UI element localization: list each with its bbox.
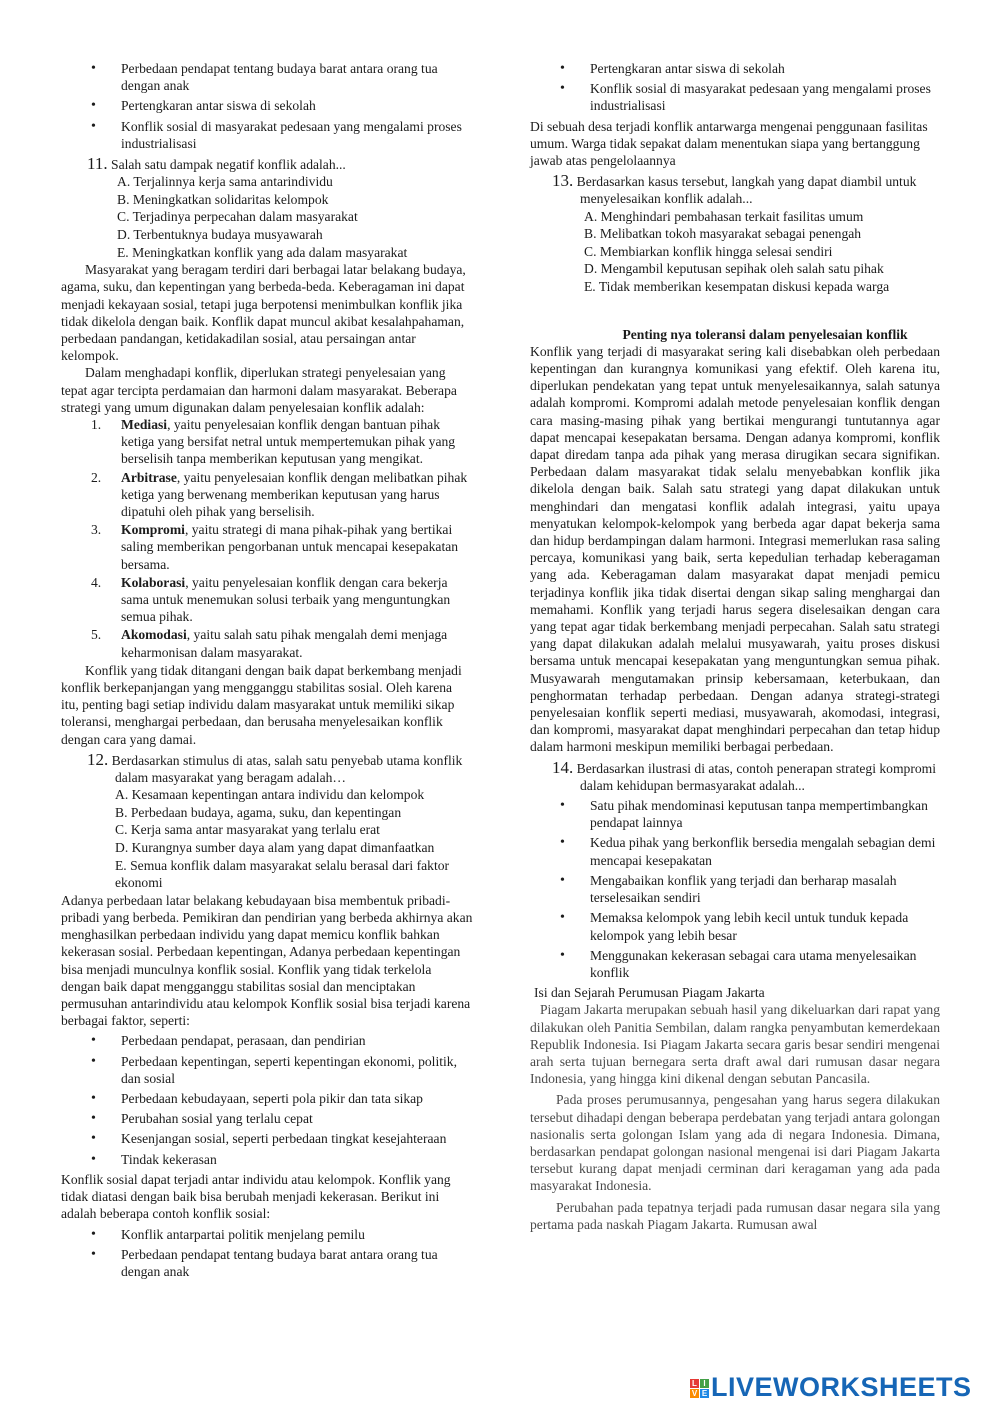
option[interactable]: B. Melibatkan tokoh masyarakat sebagai penengah bbox=[584, 226, 862, 242]
paragraph: Masyarakat yang beragam terdiri dari berbagai latar belakang budaya, agama, suku, dan kepentingan yang berbeda-beda. Keberagaman ini dapat menjadi kekayaan sosial, tetapi juga berpotensi menimbulkan konflik jika tidak dikelola dengan baik. Konflik dapat muncul akibat kesalahpahaman, perbedaan pandangan, ketidakadilan sosial, atau persaingan antar kelompok. bbox=[61, 262, 466, 364]
option[interactable]: E. Semua konflik dalam masyarakat selalu berasal dari faktor ekonomi bbox=[115, 857, 450, 891]
liveworksheets-icon bbox=[690, 1379, 709, 1398]
list-number: 5. bbox=[91, 627, 102, 643]
option[interactable]: C. Kerja sama antar masyarakat yang terlalu erat bbox=[115, 822, 380, 838]
question-number: 14. bbox=[552, 757, 574, 777]
list-item: • Tindak kekerasan bbox=[61, 1151, 473, 1168]
list-item bbox=[91, 626, 473, 660]
option[interactable]: C. Terjadinya perpecahan dalam masyarakat bbox=[117, 209, 358, 225]
question-number: 12. bbox=[87, 749, 109, 769]
list-item: • Pertengkaran antar siswa di sekolah bbox=[61, 97, 473, 114]
term: Arbitrase bbox=[121, 469, 177, 485]
paragraph: Piagam Jakarta merupakan sebuah hasil yang dikeluarkan dari rapat yang dilakukan oleh Panitia Sembilan, dalam rangka penyambutan kemerdekaan Republik Indonesia. Isi Piagam Jakarta secara garis besar sendiri mengenai arah serta tujuan bernegara serta draft awal dari rumusan dasar negara Indonesia, yang hingga kini dikenal dengan sebutan Pancasila. bbox=[530, 1002, 940, 1087]
logo-icon-letter: V bbox=[691, 1388, 698, 1398]
option[interactable]: E. Meningkatkan konflik yang ada dalam masyarakat bbox=[117, 244, 408, 260]
essay-text: Konflik yang terjadi di masyarakat sering kali disebabkan oleh perbedaan kepentingan dan kurangnya komunikasi yang efektif. Oleh karena itu, diperlukan pendekatan yang tepat untuk menyelesaikannya, salah satunya adalah kompromi. Kompromi adalah metode penyelesaian konflik dengan cara masing-masing pihak yang bertikai mengurangi tuntutannya agar dapat mencapai kesepakatan bersama. Dengan adanya kompromi, konflik dapat diredam tanpa ada pihak yang merasa dirugikan secara signifikan. Perbedaan dalam masyarakat tidak selalu menyebabkan konflik jika dikelola dengan baik. Salah satu strategi yang dapat dilakukan untuk menghindari dan mengatasi konflik adalah integrasi, yaitu upaya menyatukan kelompok-kelompok yang berbeda agar dapat bekerja sama dan hidup berdampingan dalam harmoni. Integrasi memerlukan rasa saling percaya, komunikasi yang baik, serta kepedulian terhadap keberagaman yang ada. Keberagaman dalam masyarakat dapat menjadi pemicu terjadinya konflik jika tidak disertai dengan sikap saling menghargai dan memahami. Konflik yang terjadi harus segera diselesaikan dengan cara yang tepat agar tidak berkembang menjadi perpecahan. Salah satu strategi yang dapat dilakukan adalah melalui musyawarah, yaitu proses diskusi bersama untuk mencapai kesepakatan yang menguntungkan semua pihak. Musyawarah mengutamakan prinsip kebersamaan, keterbukaan, dan penghormatan terhadap perbedaan. Dengan adanya strategi-strategi penyelesaian konflik seperti mediasi, musyawarah, akomodasi, integrasi, dan kompromi, masyarakat dapat menghindari perpecahan dan tetap hidup dalam harmoni meskipun memiliki berbagai perbedaan. bbox=[530, 343, 940, 755]
section-title: Penting nya toleransi dalam penyelesaian konflik bbox=[622, 326, 908, 342]
term: Akomodasi bbox=[121, 627, 187, 643]
question-text: Berdasarkan kasus tersebut, langkah yang dapat diambil untuk menyelesaikan konflik adalah... bbox=[576, 174, 917, 207]
question-14 bbox=[530, 759, 940, 794]
option[interactable]: A. Kesamaan kepentingan antara individu dan kelompok bbox=[115, 787, 425, 803]
factor-list bbox=[61, 1032, 473, 1167]
list-item: • Perbedaan pendapat tentang budaya barat antara orang tua dengan anak bbox=[61, 60, 473, 94]
term: Mediasi bbox=[121, 417, 168, 433]
option[interactable]: C. Membiarkan konflik hingga selesai sendiri bbox=[584, 243, 833, 259]
left-top-bullets bbox=[61, 60, 473, 152]
option[interactable]: A. Menghindari pembahasan terkait fasilitas umum bbox=[584, 208, 864, 224]
paragraph: Perubahan pada tepatnya terjadi pada rumusan dasar negara sila yang pertama pada naskah Piagam Jakarta. Rumusan awal bbox=[530, 1199, 940, 1232]
description: , yaitu penyelesaian konflik dengan cara bekerja sama untuk menemukan solusi terbaik yang menguntungkan semua pihak. bbox=[121, 574, 451, 625]
option[interactable]: B. Perbedaan budaya, agama, suku, dan kepentingan bbox=[115, 804, 402, 820]
question-options bbox=[87, 173, 473, 261]
piagam-title: Isi dan Sejarah Perumusan Piagam Jakarta bbox=[534, 985, 765, 1001]
list-number: 2. bbox=[91, 469, 102, 485]
question-text: Berdasarkan ilustrasi di atas, contoh penerapan strategi kompromi dalam kehidupan bermasyarakat adalah... bbox=[576, 760, 937, 793]
list-item: • Perbedaan kepentingan, seperti kepentingan ekonomi, politik, dan sosial bbox=[61, 1053, 473, 1087]
paragraph: Adanya perbedaan latar belakang kebudayaan bisa membentuk pribadi-pribadi yang berbeda. Pemikiran dan pendirian yang berbeda akhirnya akan menghasilkan perbedaan individu yang dapat memicu konflik bahkan kekerasan sosial. Perbedaan kepentingan, Adanya perbedaan kepentingan bisa menjadi munculnya konflik sosial. Konflik yang tidak terkelola dengan baik dapat mengganggu stabilitas sosial dan menciptakan permusuhan antarindividu atau kelompok Konflik sosial bisa terjadi karena berbagai faktor, seperti: bbox=[61, 892, 473, 1029]
strategy-list bbox=[61, 416, 473, 661]
logo-text: LIVEWORKSHEETS bbox=[711, 1372, 972, 1403]
option[interactable]: D. Kurangnya sumber daya alam yang dapat dimanfaatkan bbox=[115, 840, 435, 856]
logo-icon-letter: L bbox=[690, 1379, 699, 1388]
list-item bbox=[91, 574, 473, 626]
description: , yaitu penyelesaian konflik dengan bantuan pihak ketiga yang bersifat netral untuk mempertemukan pihak yang berselisih tanpa memberikan keputusan yang mengikat. bbox=[121, 417, 456, 467]
list-item bbox=[91, 416, 473, 468]
paragraph: Konflik yang tidak ditangani dengan baik dapat berkembang menjadi konflik berkepanjangan yang mengganggu stabilitas sosial. Oleh karena itu, penting bagi setiap individu dalam masyarakat untuk memiliki sikap toleransi, menghargai perbedaan, dan berusaha menyelesaikan konflik dengan cara yang damai. bbox=[61, 662, 462, 747]
question-13 bbox=[530, 172, 940, 295]
list-item: • Konflik antarpartai politik menjelang pemilu bbox=[61, 1226, 473, 1243]
list-item: • Konflik sosial di masyarakat pedesaan yang mengalami proses industrialisasi bbox=[530, 80, 940, 114]
description: , yaitu strategi di mana pihak-pihak yang bertikai saling memberikan pengorbanan untuk mencapai kesepakatan bersama. bbox=[121, 522, 459, 572]
term: Kompromi bbox=[121, 522, 185, 538]
option[interactable]: A. Terjalinnya kerja sama antarindividu bbox=[117, 174, 333, 190]
list-item: • Perubahan sosial yang terlalu cepat bbox=[61, 1110, 473, 1127]
option[interactable]: B. Meningkatkan solidaritas kelompok bbox=[117, 191, 329, 207]
question-number: 11. bbox=[87, 154, 108, 174]
question-options bbox=[87, 786, 473, 892]
description: , yaitu penyelesaian konflik dengan melibatkan pihak ketiga yang berwenang memberikan keputusan yang harus dipatuhi oleh pihak yang berselisih. bbox=[121, 469, 468, 520]
option[interactable]: • Kedua pihak yang berkonflik bersedia mengalah sebagian demi mencapai kesepakatan bbox=[530, 834, 940, 868]
description: , yaitu salah satu pihak mengalah demi menjaga keharmonisan dalam masyarakat. bbox=[121, 627, 448, 660]
example-list bbox=[61, 1226, 473, 1281]
list-number: 3. bbox=[91, 522, 102, 538]
question-options bbox=[552, 208, 940, 296]
option[interactable]: • Memaksa kelompok yang lebih kecil untuk tunduk kepada kelompok yang lebih besar bbox=[530, 909, 940, 943]
question-text: Salah satu dampak negatif konflik adalah... bbox=[111, 157, 346, 173]
option[interactable]: D. Mengambil keputusan sepihak oleh salah satu pihak bbox=[584, 261, 884, 277]
option[interactable]: • Satu pihak mendominasi keputusan tanpa mempertimbangkan pendapat lainnya bbox=[530, 797, 940, 831]
right-top-bullets bbox=[530, 60, 940, 115]
paragraph: Konflik sosial dapat terjadi antar individu atau kelompok. Konflik yang tidak diatasi dengan baik bisa berubah menjadi kekerasan. Berikut ini adalah beberapa contoh konflik sosial: bbox=[61, 1171, 451, 1222]
logo-icon-letter: E bbox=[701, 1388, 708, 1398]
list-item bbox=[91, 469, 473, 521]
question-number: 13. bbox=[552, 171, 574, 191]
term: Kolaborasi bbox=[121, 574, 186, 590]
option[interactable]: E. Tidak memberikan kesempatan diskusi kepada warga bbox=[584, 279, 890, 294]
list-item: • Kesenjangan sosial, seperti perbedaan tingkat kesejahteraan bbox=[61, 1130, 473, 1147]
liveworksheets-logo bbox=[690, 1373, 972, 1403]
list-item: • Perbedaan pendapat, perasaan, dan pendirian bbox=[61, 1032, 473, 1049]
list-number: 1. bbox=[91, 417, 102, 433]
paragraph: Dalam menghadapi konflik, diperlukan strategi penyelesaian yang tepat agar tercipta perdamaian dan harmoni dalam masyarakat. Beberapa strategi yang umum digunakan dalam penyelesaian konflik adalah: bbox=[61, 365, 457, 415]
list-item: • Konflik sosial di masyarakat pedesaan yang mengalami proses industrialisasi bbox=[61, 118, 473, 152]
list-number: 4. bbox=[91, 574, 102, 590]
list-item: • Perbedaan kebudayaan, seperti pola pikir dan tata sikap bbox=[61, 1090, 473, 1107]
list-item bbox=[91, 521, 473, 573]
right-column bbox=[530, 60, 940, 1233]
list-item: • Perbedaan pendapat tentang budaya barat antara orang tua dengan anak bbox=[61, 1246, 473, 1280]
case-text: Di sebuah desa terjadi konflik antarwarga mengenai penggunaan fasilitas umum. Warga tidak sepakat dalam menentukan siapa yang bertanggung jawab atas pengelolaannya bbox=[530, 118, 928, 169]
logo-icon-letter: I bbox=[700, 1379, 709, 1388]
list-item: • Pertengkaran antar siswa di sekolah bbox=[530, 60, 940, 77]
question-text: Berdasarkan stimulus di atas, salah satu penyebab utama konflik dalam masyarakat yang beragam adalah… bbox=[111, 752, 463, 786]
question-12 bbox=[61, 751, 473, 892]
question-11 bbox=[61, 155, 473, 261]
option[interactable]: • Mengabaikan konflik yang terjadi dan berharap masalah terselesaikan sendiri bbox=[530, 872, 940, 906]
left-column bbox=[61, 60, 473, 1283]
paragraph: Pada proses perumusannya, pengesahan yang harus segera dilakukan tersebut dihadapi dengan beberapa perdebatan yang terjadi antara golongan nasionalis serta golongan Islam yang ada di negara Indonesia. Dimana, berdasarkan pendapat golongan nasional mengenai isi dari Piagam Jakarta tersebut kurang dapat menjadi cerminan dari keragaman yang ada pada masyarakat Indonesia. bbox=[530, 1092, 940, 1194]
question-options bbox=[530, 797, 940, 981]
option[interactable]: D. Terbentuknya budaya musyawarah bbox=[117, 227, 323, 242]
option[interactable]: • Menggunakan kekerasan sebagai cara utama menyelesaikan konflik bbox=[530, 947, 940, 981]
